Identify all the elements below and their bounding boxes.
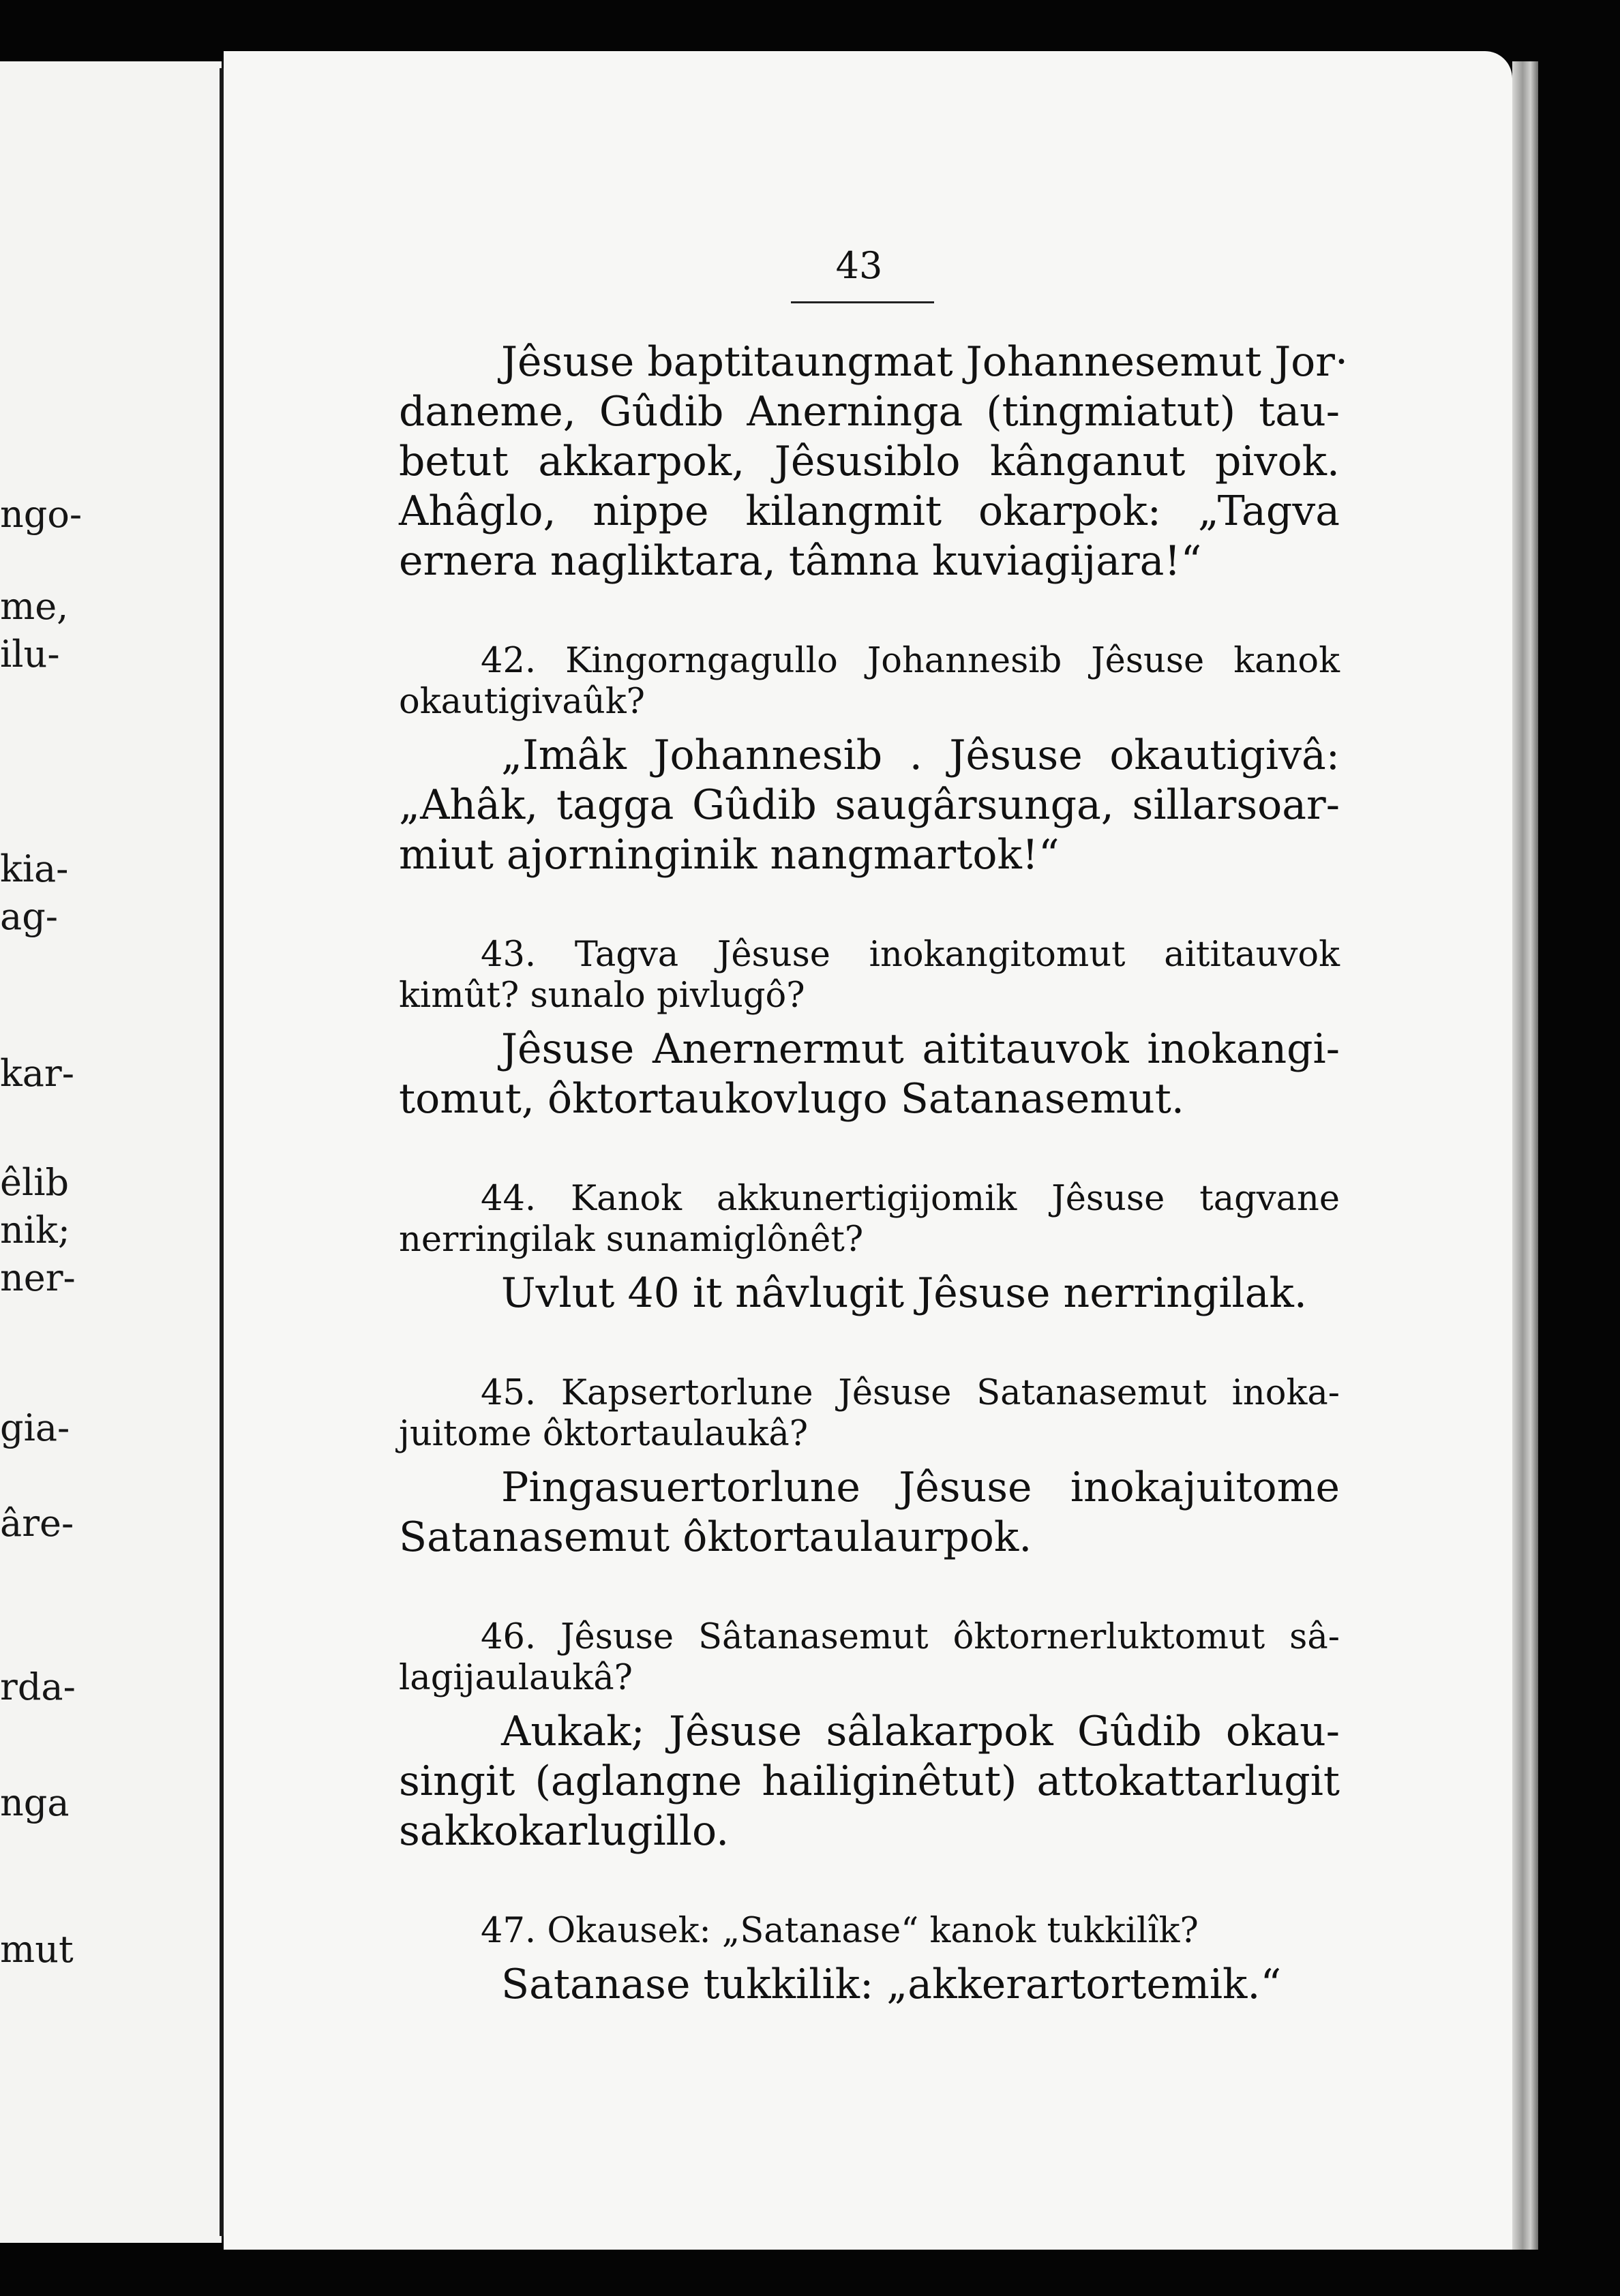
text-line: miut ajorninginik nangmartok!“ <box>399 831 1060 879</box>
text-line: 45. Kapsertorlune Jêsuse Satanasemut inoka- <box>481 1373 1340 1413</box>
text-line: okautigivaûk? <box>399 682 645 722</box>
text-line: ernera nagliktara, tâmna kuviagijara!“ <box>399 537 1202 585</box>
text-line: 44. Kanok akkunertigijomik Jêsuse tagvane <box>481 1179 1340 1219</box>
left-fragment: kar- <box>0 1052 74 1095</box>
text-line: 47. Okausek: „Satanase“ kanok tukkilîk? <box>481 1911 1199 1951</box>
answer-paragraph <box>399 731 1340 880</box>
text-line: Ahâglo, nippe kilangmit okarpok: „Tagva <box>399 487 1340 535</box>
question-paragraph <box>399 1373 1340 1455</box>
left-fragment: ag- <box>0 895 59 938</box>
question-paragraph <box>399 1179 1340 1260</box>
question-paragraph <box>399 1911 1340 1952</box>
left-fragment: nik; <box>0 1209 70 1252</box>
left-fragment: ilu- <box>0 633 60 676</box>
page-number-rule <box>791 301 934 303</box>
text-line: Jêsuse Anernermut aititauvok inokangi- <box>501 1025 1340 1073</box>
page-edge <box>1512 61 1538 2250</box>
page-number: 43 <box>835 244 883 287</box>
text-line: Uvlut 40 it nâvlugit Jêsuse nerringilak. <box>501 1269 1307 1317</box>
left-fragment: ngo- <box>0 493 82 536</box>
answer-paragraph <box>399 1269 1340 1318</box>
text-line: 42. Kingorngagullo Johannesib Jêsuse kanok <box>481 641 1340 681</box>
text-line: tomut, ôktortaukovlugo Satanasemut. <box>399 1075 1184 1123</box>
left-fragment: ner- <box>0 1256 76 1299</box>
text-line: kimût? sunalo pivlugô? <box>399 976 805 1016</box>
question-paragraph <box>399 641 1340 723</box>
text-line: juitome ôktortaulaukâ? <box>399 1414 809 1454</box>
question-paragraph <box>399 1617 1340 1699</box>
text-line: „Ahâk, tagga Gûdib saugârsunga, sillarsoar- <box>399 781 1340 829</box>
text-line: 43. Tagva Jêsuse inokangitomut aititauvok <box>481 935 1340 975</box>
text-line: Satanasemut ôktortaulaurpok. <box>399 1513 1032 1561</box>
text-line: Jêsuse baptitaungmat Johannesemut Jor· <box>501 338 1349 386</box>
left-fragment: nga <box>0 1781 70 1824</box>
answer-paragraph <box>399 1463 1340 1562</box>
text-line: singit (aglangne hailiginêtut) attokattarlugit <box>399 1757 1340 1805</box>
text-line: „Imâk Johannesib . Jêsuse okautigivâ: <box>501 731 1340 779</box>
left-fragment: âre- <box>0 1502 74 1545</box>
text-line: daneme, Gûdib Anerninga (tingmiatut) tau- <box>399 388 1340 436</box>
answer-paragraph <box>399 1025 1340 1124</box>
text-line: Satanase tukkilik: „akkerartortemik.“ <box>501 1961 1282 2008</box>
text-line: Pingasuertorlune Jêsuse inokajuitome <box>501 1464 1340 1511</box>
left-fragment: gia- <box>0 1406 70 1449</box>
left-fragment: rda- <box>0 1665 76 1708</box>
text-line: nerringilak sunamiglônêt? <box>399 1220 864 1260</box>
text-line: betut akkarpok, Jêsusiblo kânganut pivok. <box>399 438 1340 485</box>
answer-paragraph <box>399 1960 1340 2010</box>
left-fragment: me, <box>0 585 69 628</box>
body-text <box>399 337 1349 2010</box>
text-line: 46. Jêsuse Sâtanasemut ôktornerluktomut sâ- <box>481 1617 1340 1657</box>
left-fragment: mut <box>0 1928 74 1971</box>
left-fragment: kia- <box>0 847 69 890</box>
question-paragraph <box>399 935 1340 1016</box>
answer-paragraph <box>399 1707 1340 1856</box>
answer-paragraph <box>399 337 1349 586</box>
left-page-strip <box>0 61 222 2243</box>
text-line: sakkokarlugillo. <box>399 1807 730 1855</box>
text-line: Aukak; Jêsuse sâlakarpok Gûdib okau- <box>501 1708 1340 1755</box>
left-fragment: êlib <box>0 1161 70 1204</box>
text-line: lagijaulaukâ? <box>399 1658 633 1698</box>
